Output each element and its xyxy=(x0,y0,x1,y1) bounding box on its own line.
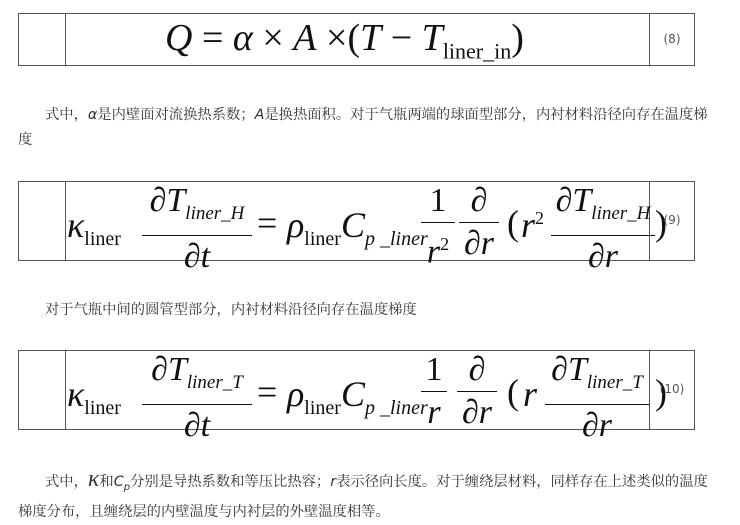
equation-8-number: (8) xyxy=(663,32,681,46)
equation-10-number: (10) xyxy=(659,382,685,396)
paragraph-1: 式中，α是内壁面对流换热系数；A是换热面积。对于气瓶两端的球面型部分，内衬材料沿径向存在温度梯度 xyxy=(18,107,708,148)
equation-9-number: (9) xyxy=(663,213,681,227)
equation-8-left-cell xyxy=(19,14,66,65)
equation-10-box xyxy=(18,350,695,444)
equation-9-box xyxy=(18,181,695,275)
equation-9-formula: $\kappa_{liner}$ $\partial T_{liner\_H}$ ∂t = $\rho_{liner}C_{p \_liner}$ 1 $r^2$ ∂ ∂r ( $r^2$ $\partial T_{liner\_H}$ ∂r ) xyxy=(67,182,667,275)
equation-8-box xyxy=(18,13,695,66)
equation-9-left-cell xyxy=(19,182,66,260)
equation-10-left-cell xyxy=(19,351,66,429)
paragraph-2: 对于气瓶中间的圆管型部分，内衬材料沿径向存在温度梯度 xyxy=(45,302,417,318)
equation-8-formula: $Q = \alpha \times A \times(T - T_{liner\_in})$ xyxy=(165,17,524,64)
equation-10-formula: $\kappa_{liner}$ $\partial T_{liner\_T}$ ∂t = $\rho_{liner}C_{p \_liner}$ 1 r ∂ ∂r ( r $\partial T_{liner\_T}$ ∂r ) xyxy=(67,351,667,444)
paragraph-3: 式中，κ和$C_p$分别是导热系数和等压比热容；r表示径向长度。对于缠绕层材料，同样存在上述类似的温度梯度分布，且缠绕层的内壁温度与内衬层的外壁温度相等。 xyxy=(18,466,708,520)
